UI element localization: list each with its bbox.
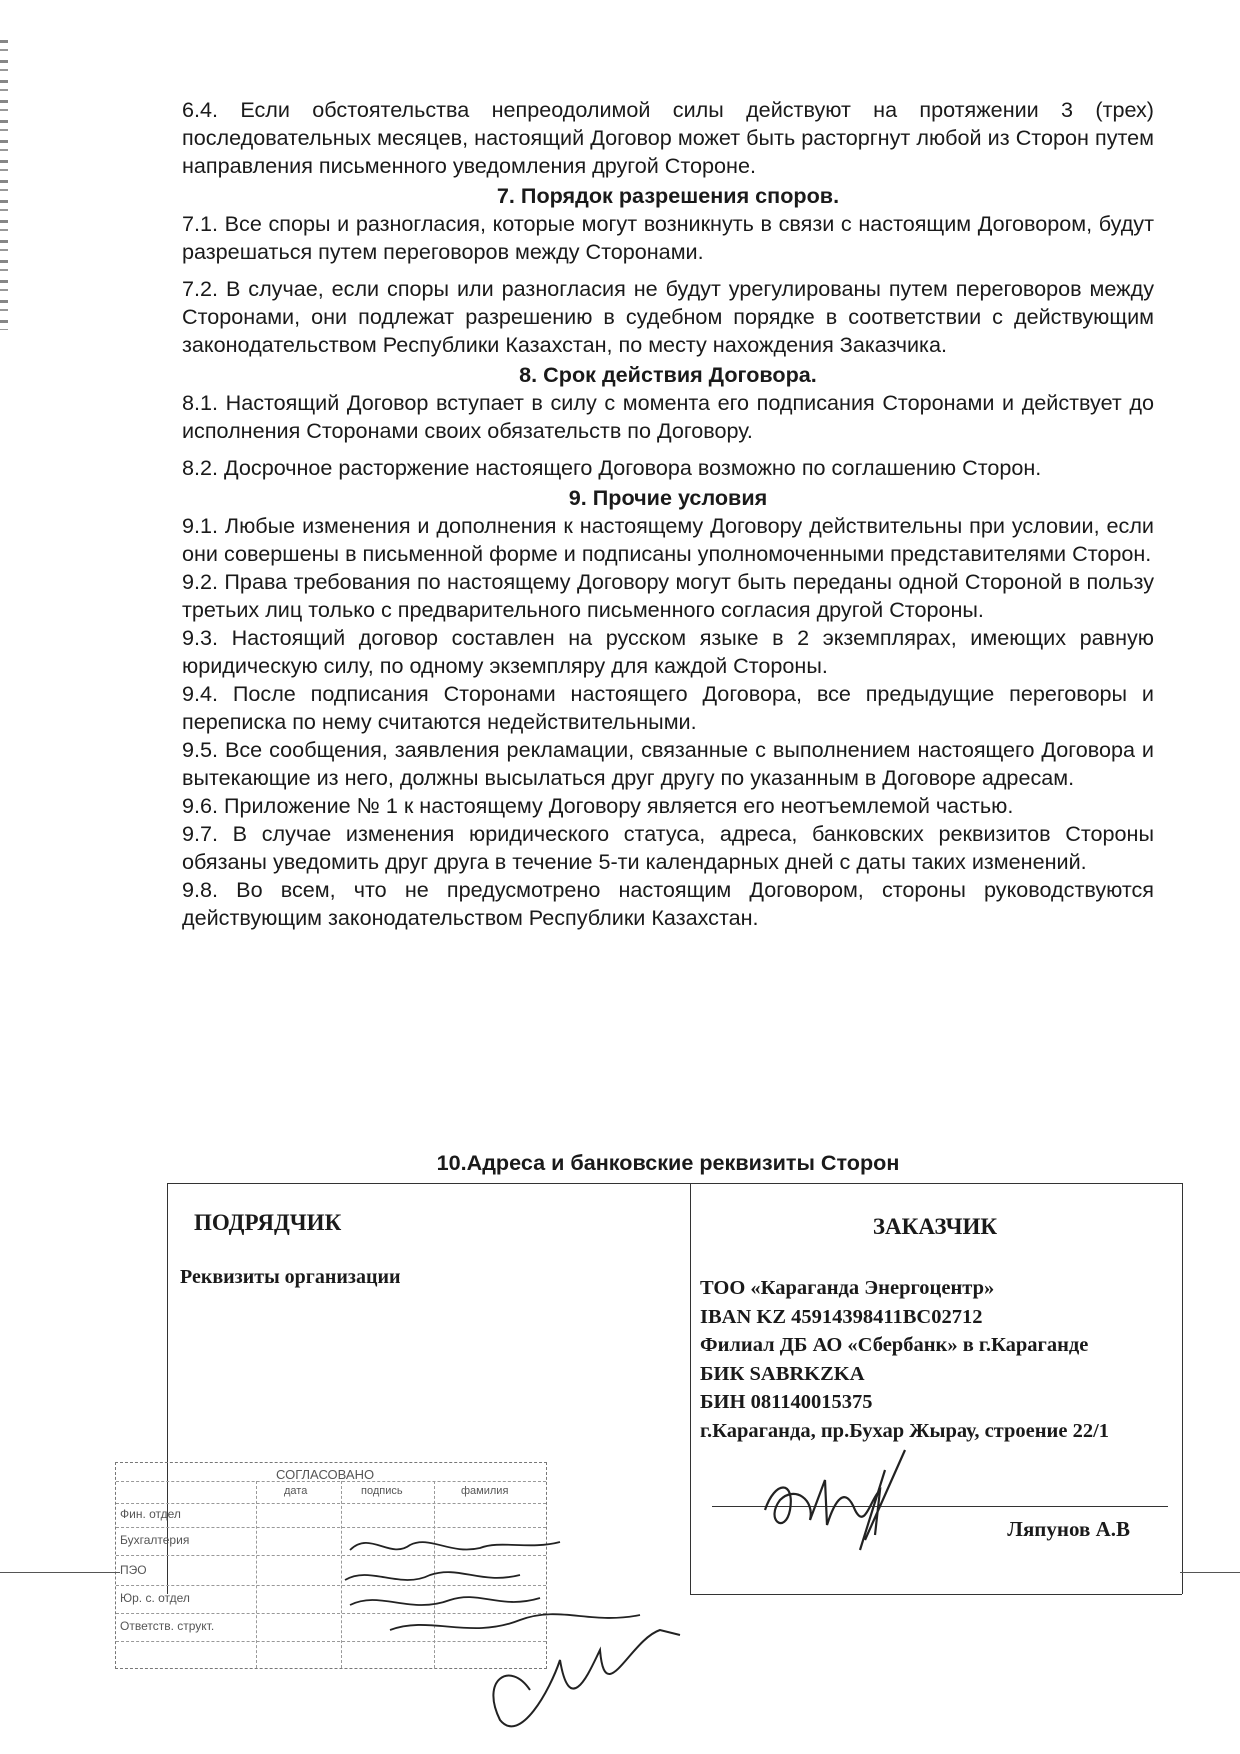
clause-paragraph: 9.5. Все сообщения, заявления рекламации, связанные с выполнением настоящего Договора и вытекающие из него, должны высылаться друг другу по указанным в Договоре адресам.: [182, 737, 1154, 790]
table-bottom-border: [690, 1594, 1182, 1595]
approval-col-signature: подпись: [361, 1485, 403, 1497]
approval-stamp-title: СОГЛАСОВАНО: [276, 1467, 375, 1482]
section-10-title: 10.Адреса и банковские реквизиты Сторон: [436, 1150, 900, 1175]
customer-signer-name: Ляпунов А.В: [1007, 1517, 1130, 1541]
clause-paragraph: 9.1. Любые изменения и дополнения к настоящему Договору действительны при условии, если они совершены в письменной форме и подписаны уполномоченными представителями Сторон.: [182, 513, 1154, 566]
scan-line-right: [1180, 1572, 1240, 1573]
clause-paragraph: 9.8. Во всем, что не предусмотрено настоящим Договором, стороны руководствуются действующим законодательством Республики Казахстан.: [182, 877, 1154, 930]
clause-paragraph: 7.2. В случае, если споры или разногласия не будут урегулированы путем переговоров между Сторонами, они подлежат разрешению в судебном порядке в соответствии с действующим законодательством Республики Казахстан, по месту нахождения Заказчика.: [182, 276, 1154, 357]
approval-row-peo: ПЭО: [120, 1563, 147, 1577]
clause-paragraph: 6.4. Если обстоятельства непреодолимой силы действуют на протяжении 3 (трех) последовательных месяцев, настоящий Договор может быть расторгнут любой из Сторон путем направления письменного уведомления другой Стороне.: [182, 97, 1154, 178]
customer-requisite-line: БИК SABRKZKA: [700, 1362, 865, 1385]
customer-title: ЗАКАЗЧИК: [872, 1214, 998, 1239]
section-heading: 9. Прочие условия: [568, 485, 768, 510]
handwritten-signatures-icon: [330, 1520, 710, 1750]
contractor-details: Реквизиты организации: [180, 1266, 401, 1288]
customer-requisite-line: ТОО «Караганда Энергоцентр»: [700, 1277, 995, 1299]
clause-paragraph: 9.6. Приложение № 1 к настоящему Договору является его неотъемлемой частью.: [182, 793, 1014, 818]
clause-paragraph: 9.4. После подписания Сторонами настоящего Договора, все предыдущие переговоры и переписка по нему считаются недействительными.: [182, 681, 1154, 734]
contractor-title: ПОДРЯДЧИК: [194, 1210, 342, 1235]
approval-col-surname: фамилия: [461, 1485, 509, 1497]
contractor-column: [180, 1184, 680, 1289]
clause-paragraph: 8.2. Досрочное расторжение настоящего Договора возможно по соглашению Сторон.: [182, 455, 1042, 480]
approval-row-legal: Юр. с. отдел: [120, 1591, 190, 1605]
section-heading: 7. Порядок разрешения споров.: [496, 183, 840, 208]
clause-paragraph: 9.7. В случае изменения юридического статуса, адреса, банковских реквизитов Стороны обязаны уведомить друг друга в течение 5-ти календарных дней с даты таких изменений.: [182, 821, 1154, 874]
clause-paragraph: 7.1. Все споры и разногласия, которые могут возникнуть в связи с настоящим Договором, будут разрешаться путем переговоров между Сторонами.: [182, 211, 1154, 264]
approval-row-accounting: Бухгалтерия: [120, 1533, 190, 1547]
approval-row-responsible: Ответств. структ.: [120, 1619, 215, 1633]
customer-requisite-line: Филиал ДБ АО «Сбербанк» в г.Караганде: [700, 1334, 1089, 1356]
customer-requisite-line: БИН 081140015375: [700, 1391, 873, 1413]
customer-requisite-line: IBAN KZ 45914398411BC02712: [700, 1305, 983, 1328]
customer-signature-icon: [755, 1440, 955, 1560]
scan-line-left: [0, 1572, 120, 1573]
approval-col-date: дата: [284, 1485, 308, 1497]
customer-column: [700, 1184, 1170, 1541]
customer-requisite-line: г.Караганда, пр.Бухар Жырау, строение 22/1: [700, 1419, 1110, 1442]
approval-row-finance: Фин. отдел: [120, 1507, 181, 1521]
clause-paragraph: 9.2. Права требования по настоящему Договору могут быть переданы одной Стороной в пользу третьих лиц только с предварительного письменного согласия другой Стороны.: [182, 569, 1154, 622]
clause-paragraph: 9.3. Настоящий договор составлен на русском языке в 2 экземплярах, имеющих равную юридическую силу, по одному экземпляру для каждой Стороны.: [182, 625, 1154, 678]
clause-paragraph: 8.1. Настоящий Договор вступает в силу с момента его подписания Сторонами и действует до исполнения Сторонами своих обязательств по Договору.: [182, 390, 1154, 443]
section-heading: 8. Срок действия Договора.: [519, 362, 817, 387]
scan-edge-artifact: [0, 40, 8, 330]
contract-body: [182, 96, 1154, 932]
customer-requisites: [700, 1274, 1170, 1445]
